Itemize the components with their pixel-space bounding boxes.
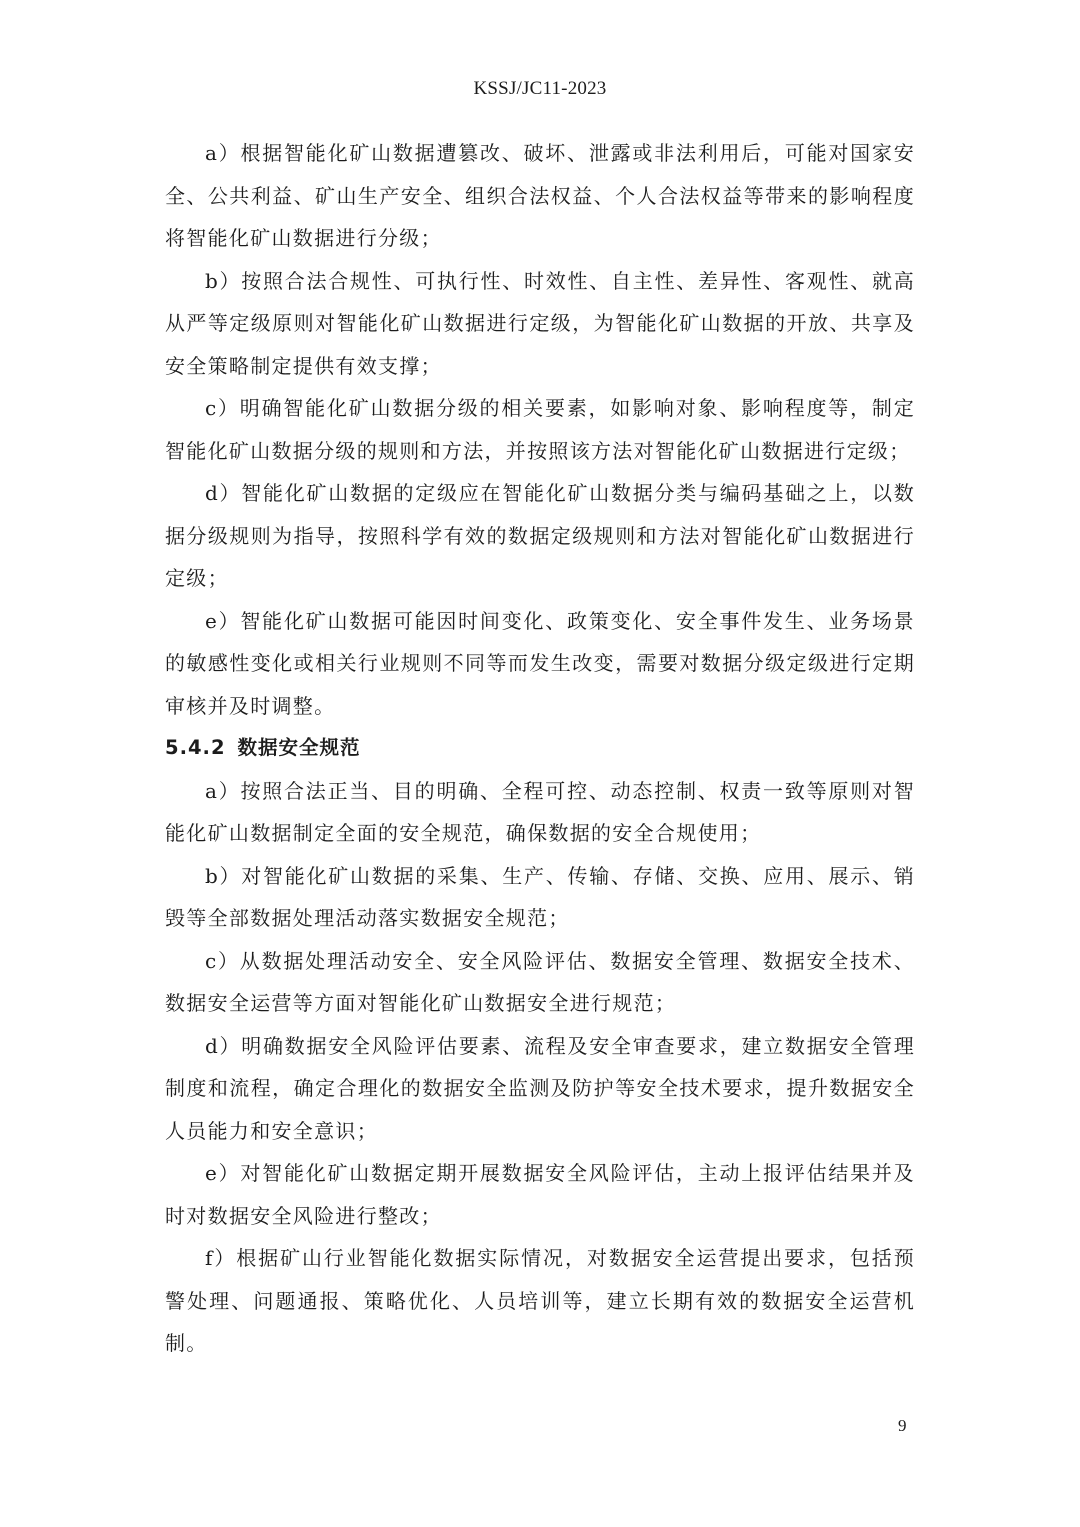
paragraph-5-4-2-a: a）按照合法正当、目的明确、全程可控、动态控制、权责一致等原则对智能化矿山数据制定全面的安全规范，确保数据的安全合规使用； <box>165 778 915 845</box>
page-number: 9 <box>898 1416 907 1435</box>
paragraph-5-4-2-e: e）对智能化矿山数据定期开展数据安全风险评估，主动上报评估结果并及时对数据安全风险进行整改； <box>165 1161 915 1228</box>
paragraph-5-4-2-f: f）根据矿山行业智能化数据实际情况，对数据安全运营提出要求，包括预警处理、问题通报、策略优化、人员培训等，建立长期有效的数据安全运营机制。 <box>165 1246 915 1355</box>
paragraph-5-4-1-c: c）明确智能化矿山数据分级的相关要素，如影响对象、影响程度等，制定智能化矿山数据分级的规则和方法，并按照该方法对智能化矿山数据进行定级； <box>165 396 915 463</box>
section-number: 5.4.2 <box>165 736 226 759</box>
paragraph-5-4-1-b: b）按照合法合规性、可执行性、时效性、自主性、差异性、客观性、就高从严等定级原则对智能化矿山数据进行定级，为智能化矿山数据的开放、共享及安全策略制定提供有效支撑； <box>165 268 915 378</box>
page-content <box>165 132 915 1365</box>
paragraph-5-4-2-c: c）从数据处理活动安全、安全风险评估、数据安全管理、数据安全技术、数据安全运营等方面对智能化矿山数据安全进行规范； <box>165 948 915 1015</box>
document-code: KSSJ/JC11-2023 <box>473 78 607 99</box>
paragraph-5-4-1-a: a）根据智能化矿山数据遭篡改、破坏、泄露或非法利用后，可能对国家安全、公共利益、矿山生产安全、组织合法权益、个人合法权益等带来的影响程度将智能化矿山数据进行分级； <box>165 141 915 250</box>
paragraph-5-4-1-e: e）智能化矿山数据可能因时间变化、政策变化、安全事件发生、业务场景的敏感性变化或相关行业规则不同等而发生改变，需要对数据分级定级进行定期审核并及时调整。 <box>165 608 915 718</box>
paragraph-5-4-2-d: d）明确数据安全风险评估要素、流程及安全审查要求，建立数据安全管理制度和流程，确定合理化的数据安全监测及防护等安全技术要求，提升数据安全人员能力和安全意识； <box>165 1033 915 1143</box>
paragraph-5-4-1-d: d）智能化矿山数据的定级应在智能化矿山数据分类与编码基础之上，以数据分级规则为指导，按照科学有效的数据定级规则和方法对智能化矿山数据进行定级； <box>165 481 915 590</box>
paragraph-5-4-2-b: b）对智能化矿山数据的采集、生产、传输、存储、交换、应用、展示、销毁等全部数据处理活动落实数据安全规范； <box>165 863 915 930</box>
section-heading-5-4-2 <box>165 727 915 770</box>
section-title: 数据安全规范 <box>237 736 361 759</box>
